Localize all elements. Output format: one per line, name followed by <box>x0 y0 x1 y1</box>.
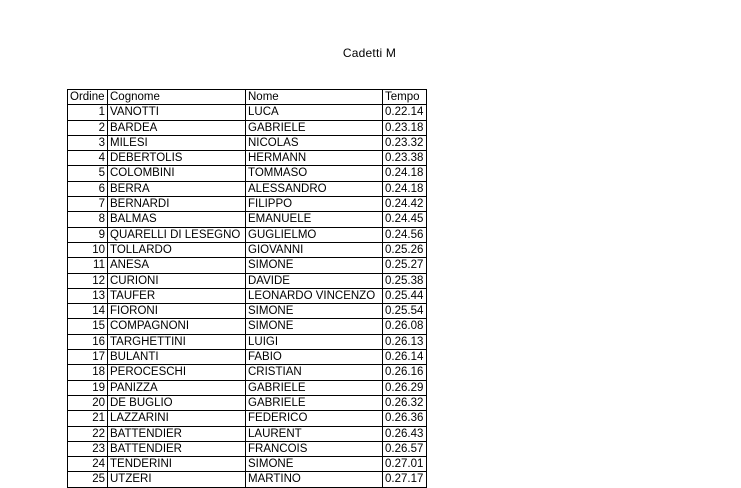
cell-ordine: 11 <box>68 258 108 273</box>
table-row <box>68 120 427 135</box>
cell-nome: FABIO <box>246 350 383 365</box>
table-row <box>68 151 427 166</box>
cell-ordine: 9 <box>68 227 108 242</box>
cell-cognome: BERRA <box>108 181 246 196</box>
header-cognome: Cognome <box>108 90 246 105</box>
cell-ordine: 21 <box>68 411 108 426</box>
cell-nome: HERMANN <box>246 151 383 166</box>
table-row <box>68 395 427 410</box>
cell-ordine: 14 <box>68 304 108 319</box>
table-row <box>68 135 427 150</box>
results-table <box>67 89 427 488</box>
cell-nome: LAURENT <box>246 426 383 441</box>
cell-tempo: 0.23.38 <box>383 151 427 166</box>
table-row <box>68 105 427 120</box>
cell-tempo: 0.22.14 <box>383 105 427 120</box>
cell-ordine: 22 <box>68 426 108 441</box>
table-row <box>68 304 427 319</box>
cell-cognome: COLOMBINI <box>108 166 246 181</box>
table-row <box>68 380 427 395</box>
cell-tempo: 0.25.44 <box>383 288 427 303</box>
cell-nome: CRISTIAN <box>246 365 383 380</box>
cell-tempo: 0.24.45 <box>383 212 427 227</box>
cell-nome: SIMONE <box>246 258 383 273</box>
cell-cognome: BALMAS <box>108 212 246 227</box>
cell-nome: FRANCOIS <box>246 441 383 456</box>
cell-ordine: 5 <box>68 166 108 181</box>
cell-ordine: 13 <box>68 288 108 303</box>
cell-tempo: 0.24.18 <box>383 181 427 196</box>
cell-ordine: 10 <box>68 242 108 257</box>
table-row <box>68 273 427 288</box>
cell-cognome: BATTENDIER <box>108 426 246 441</box>
cell-ordine: 12 <box>68 273 108 288</box>
cell-cognome: UTZERI <box>108 472 246 487</box>
table-row <box>68 457 427 472</box>
cell-tempo: 0.25.54 <box>383 304 427 319</box>
cell-tempo: 0.25.26 <box>383 242 427 257</box>
cell-cognome: TARGHETTINI <box>108 334 246 349</box>
cell-tempo: 0.26.13 <box>383 334 427 349</box>
cell-tempo: 0.24.18 <box>383 166 427 181</box>
cell-nome: MARTINO <box>246 472 383 487</box>
cell-tempo: 0.26.36 <box>383 411 427 426</box>
cell-cognome: TOLLARDO <box>108 242 246 257</box>
cell-cognome: BERNARDI <box>108 197 246 212</box>
cell-cognome: PEROCESCHI <box>108 365 246 380</box>
cell-ordine: 6 <box>68 181 108 196</box>
cell-ordine: 7 <box>68 197 108 212</box>
cell-tempo: 0.25.27 <box>383 258 427 273</box>
page-title <box>0 46 741 60</box>
cell-nome: LUCA <box>246 105 383 120</box>
cell-nome: ALESSANDRO <box>246 181 383 196</box>
cell-cognome: LAZZARINI <box>108 411 246 426</box>
cell-ordine: 25 <box>68 472 108 487</box>
cell-nome: LUIGI <box>246 334 383 349</box>
cell-tempo: 0.24.42 <box>383 197 427 212</box>
cell-cognome: COMPAGNONI <box>108 319 246 334</box>
cell-nome: GIOVANNI <box>246 242 383 257</box>
cell-nome: SIMONE <box>246 457 383 472</box>
cell-cognome: BATTENDIER <box>108 441 246 456</box>
cell-tempo: 0.26.29 <box>383 380 427 395</box>
cell-nome: DAVIDE <box>246 273 383 288</box>
cell-tempo: 0.23.32 <box>383 135 427 150</box>
cell-ordine: 2 <box>68 120 108 135</box>
cell-ordine: 20 <box>68 395 108 410</box>
cell-cognome: BULANTI <box>108 350 246 365</box>
cell-tempo: 0.26.14 <box>383 350 427 365</box>
cell-ordine: 4 <box>68 151 108 166</box>
cell-cognome: TENDERINI <box>108 457 246 472</box>
cell-ordine: 3 <box>68 135 108 150</box>
table-row <box>68 227 427 242</box>
table-row <box>68 350 427 365</box>
cell-tempo: 0.27.17 <box>383 472 427 487</box>
cell-nome: SIMONE <box>246 304 383 319</box>
cell-cognome: MILESI <box>108 135 246 150</box>
cell-tempo: 0.26.57 <box>383 441 427 456</box>
cell-cognome: QUARELLI DI LESEGNO <box>108 227 246 242</box>
table-row <box>68 197 427 212</box>
table-row <box>68 258 427 273</box>
cell-ordine: 23 <box>68 441 108 456</box>
table-row <box>68 472 427 487</box>
cell-nome: EMANUELE <box>246 212 383 227</box>
page-title-text: Cadetti M <box>342 46 397 60</box>
header-ordine: Ordine <box>68 90 108 105</box>
cell-cognome: BARDEA <box>108 120 246 135</box>
cell-cognome: VANOTTI <box>108 105 246 120</box>
header-tempo: Tempo <box>383 90 427 105</box>
cell-ordine: 18 <box>68 365 108 380</box>
cell-ordine: 8 <box>68 212 108 227</box>
cell-nome: TOMMASO <box>246 166 383 181</box>
cell-cognome: FIORONI <box>108 304 246 319</box>
table-row <box>68 411 427 426</box>
cell-nome: FEDERICO <box>246 411 383 426</box>
cell-cognome: ANESA <box>108 258 246 273</box>
header-row <box>68 90 427 105</box>
cell-tempo: 0.24.56 <box>383 227 427 242</box>
cell-tempo: 0.26.08 <box>383 319 427 334</box>
cell-ordine: 24 <box>68 457 108 472</box>
cell-tempo: 0.27.01 <box>383 457 427 472</box>
cell-ordine: 19 <box>68 380 108 395</box>
cell-nome: GUGLIELMO <box>246 227 383 242</box>
header-nome: Nome <box>246 90 383 105</box>
cell-cognome: PANIZZA <box>108 380 246 395</box>
cell-cognome: DE BUGLIO <box>108 395 246 410</box>
cell-nome: GABRIELE <box>246 395 383 410</box>
cell-tempo: 0.25.38 <box>383 273 427 288</box>
table-row <box>68 426 427 441</box>
table-row <box>68 334 427 349</box>
cell-nome: FILIPPO <box>246 197 383 212</box>
cell-nome: LEONARDO VINCENZO <box>246 288 383 303</box>
table-row <box>68 441 427 456</box>
table-row <box>68 212 427 227</box>
cell-nome: GABRIELE <box>246 120 383 135</box>
cell-ordine: 1 <box>68 105 108 120</box>
cell-cognome: CURIONI <box>108 273 246 288</box>
cell-tempo: 0.26.32 <box>383 395 427 410</box>
cell-nome: NICOLAS <box>246 135 383 150</box>
table-row <box>68 242 427 257</box>
cell-ordine: 15 <box>68 319 108 334</box>
cell-cognome: TAUFER <box>108 288 246 303</box>
cell-tempo: 0.26.43 <box>383 426 427 441</box>
cell-ordine: 16 <box>68 334 108 349</box>
table-row <box>68 365 427 380</box>
table-row <box>68 319 427 334</box>
table-row <box>68 166 427 181</box>
cell-cognome: DEBERTOLIS <box>108 151 246 166</box>
table-row <box>68 288 427 303</box>
cell-ordine: 17 <box>68 350 108 365</box>
cell-nome: GABRIELE <box>246 380 383 395</box>
cell-tempo: 0.23.18 <box>383 120 427 135</box>
cell-tempo: 0.26.16 <box>383 365 427 380</box>
cell-nome: SIMONE <box>246 319 383 334</box>
table-row <box>68 181 427 196</box>
